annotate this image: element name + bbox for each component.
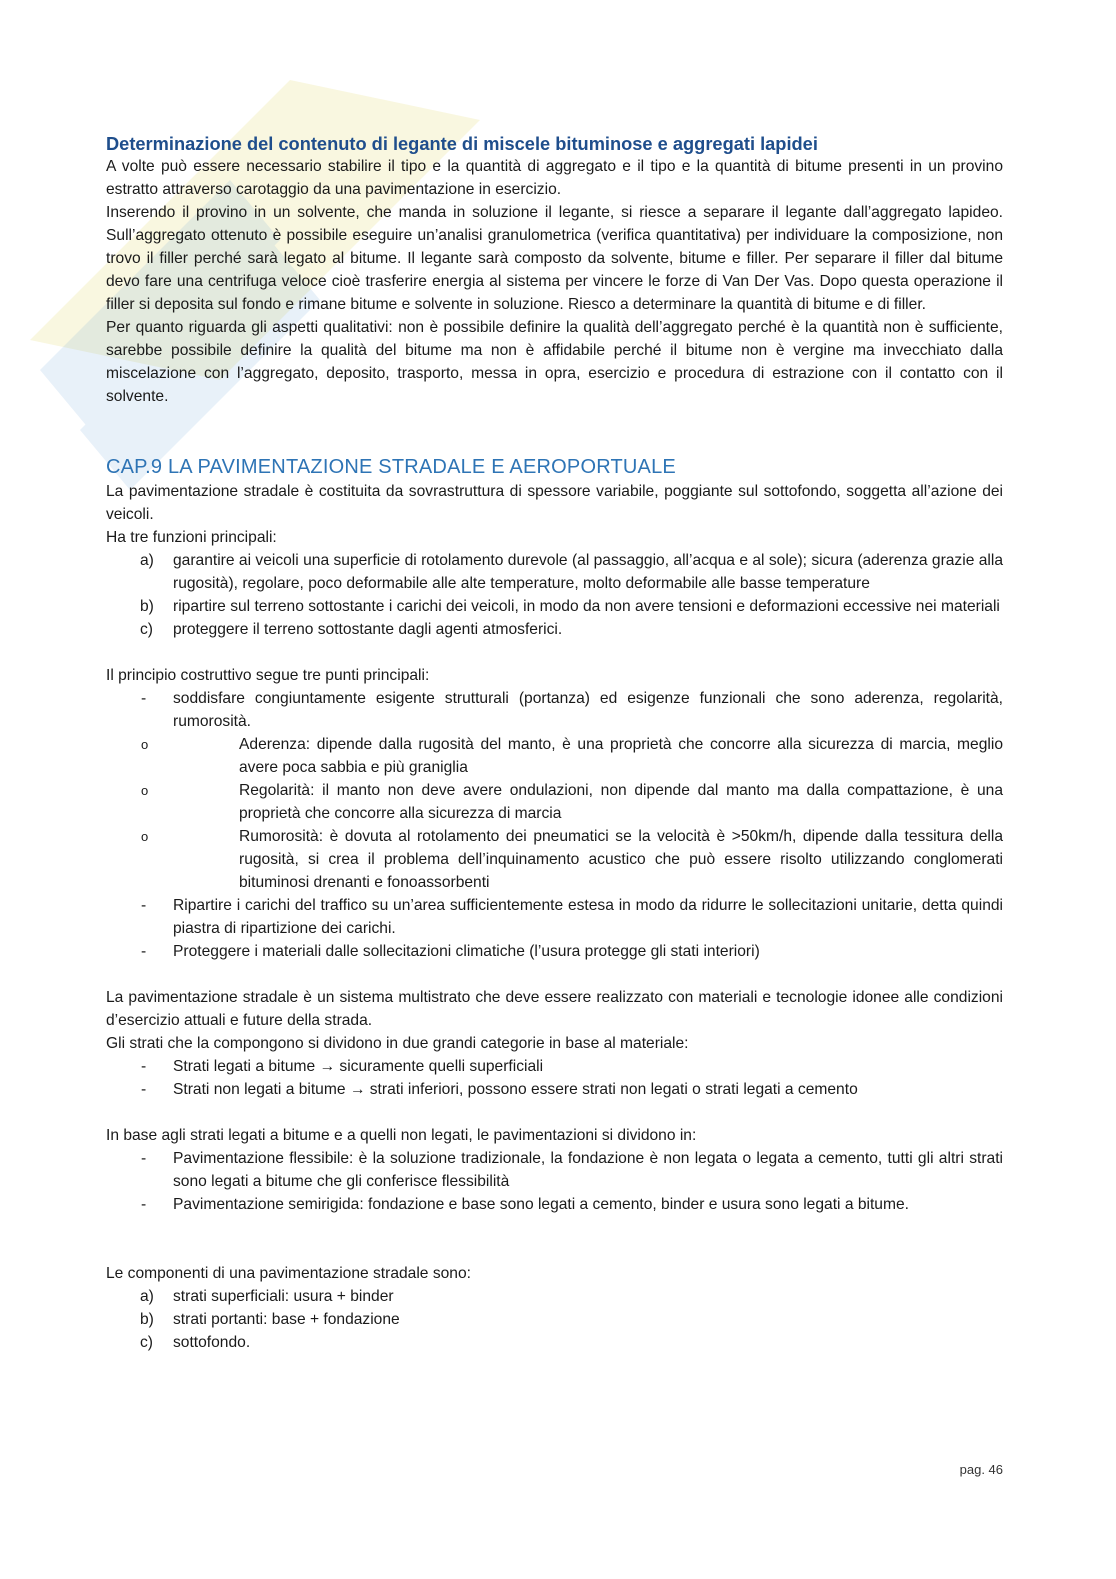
dash-bullet: -: [141, 1081, 147, 1098]
paragraph: La pavimentazione stradale è un sistema multistrato che deve essere realizzato con materiali e tecnologie idonee alle condizioni d’esercizio attuali e future della strada.: [106, 989, 1003, 1029]
page-number: pag. 46: [959, 1462, 1003, 1477]
dash-bullet: -: [141, 1196, 147, 1213]
list-item: c) sottofondo.: [140, 1334, 251, 1351]
spacer: [106, 963, 1003, 986]
circle-bullet: o: [141, 783, 149, 798]
list-item: b) strati portanti: base + fondazione: [140, 1311, 400, 1328]
list-label: Le componenti di una pavimentazione stradale sono:: [106, 1265, 471, 1282]
list-item: - Proteggere i materiali dalle sollecitazioni climatiche (l’usura protegge gli stati interiori): [106, 940, 1003, 963]
list-item: - Pavimentazione semirigida: fondazione e base sono legati a cemento, binder e usura sono legati a bitume.: [106, 1193, 1003, 1216]
sublist-item: o Aderenza: dipende dalla rugosità del manto, è una proprietà che concorre alla sicurezza di marcia, meglio avere poca sabbia e più graniglia: [106, 733, 1003, 779]
spacer: [106, 1101, 1003, 1124]
section-heading: Determinazione del contenuto di legante di miscele bituminose e aggregati lapidei: [106, 133, 818, 154]
list-item: - Strati legati a bitume → sicuramente quelli superficiali: [106, 1055, 1003, 1078]
spacer: [106, 1216, 1003, 1262]
list-label: Gli strati che la compongono si dividono in due grandi categorie in base al materiale:: [106, 1035, 689, 1052]
list-item: - Pavimentazione flessibile: è la soluzione tradizionale, la fondazione è non legata o legata a cemento, tutti gli altri strati sono legati a bitume che gli conferisce flessibilità: [106, 1147, 1003, 1193]
paragraph: La pavimentazione stradale è costituita da sovrastruttura di spessore variabile, poggiante sul sottofondo, soggetta all’azione dei veicoli.: [106, 483, 1003, 523]
list-item: - soddisfare congiuntamente esigente strutturali (portanza) ed esigenze funzionali che sono aderenza, regolarità, rumorosità. o Aderenza: dipende dalla rugosità del manto, è una proprietà che concorre alla sicurezza di marcia, meglio avere poca sabbia e più graniglia o Regolarità: il manto non deve avere ondulazioni, non dipende dal manto ma dalla compattazione, è una proprietà che concorre alla sicurezza di marcia o Rumorosità: è dovuta al rotolamento dei pneumatici se la velocità è >50km/h, dipende dalla tessitura della rugosità, si crea il problema dell’inquinamento acustico che può essere risolto utilizzando conglomerati bituminosi drenanti e fonoassorbenti: [106, 687, 1003, 894]
list-item: - Ripartire i carichi del traffico su un’area sufficientemente estesa in modo da ridurre le sollecitazioni unitarie, detta quindi piastra di ripartizione dei carichi.: [106, 894, 1003, 940]
principles-sublist: [141, 733, 1003, 894]
list-item: c) proteggere il terreno sottostante dagli agenti atmosferici.: [140, 621, 563, 638]
dash-bullet: -: [141, 1058, 147, 1075]
sublist-item: o Rumorosità: è dovuta al rotolamento dei pneumatici se la velocità è >50km/h, dipende dalla tessitura della rugosità, si crea il problema dell’inquinamento acustico che può essere risolto utilizzando conglomerati bituminosi drenanti e fonoassorbenti: [106, 825, 1003, 894]
list-item: - Strati non legati a bitume → strati inferiori, possono essere strati non legati o strati legati a cemento: [106, 1078, 1003, 1101]
dash-bullet: -: [141, 897, 147, 914]
dash-bullet: -: [141, 690, 147, 707]
principles-list: [106, 687, 1003, 963]
chapter-title: CAP.9 LA PAVIMENTAZIONE STRADALE E AEROPORTUALE: [106, 456, 676, 478]
list-label: Il principio costruttivo segue tre punti principali:: [106, 667, 430, 684]
dash-bullet: -: [141, 943, 147, 960]
dash-bullet: -: [141, 1150, 147, 1167]
page-content: [106, 132, 1003, 1354]
types-list: [106, 1147, 1003, 1216]
list-label: Ha tre funzioni principali:: [106, 529, 277, 546]
circle-bullet: o: [141, 737, 149, 752]
list-item: b) ripartire sul terreno sottostante i carichi dei veicoli, in modo da non avere tensioni e deformazioni eccessive nei materiali: [140, 598, 1000, 615]
layers-list: [106, 1055, 1003, 1101]
components-list: [106, 1285, 1003, 1354]
list-label: In base agli strati legati a bitume e a quelli non legati, le pavimentazioni si dividono in:: [106, 1127, 697, 1144]
spacer: [106, 641, 1003, 664]
circle-bullet: o: [141, 829, 149, 844]
sublist-item: o Regolarità: il manto non deve avere ondulazioni, non dipende dal manto ma dalla compattazione, è una proprietà che concorre alla sicurezza di marcia: [106, 779, 1003, 825]
paragraph: A volte può essere necessario stabilire il tipo e la quantità di aggregato e il tipo e la quantità di bitume presenti in un provino estratto attraverso carotaggio da una pavimentazione in esercizio.: [106, 158, 1003, 198]
paragraph: Per quanto riguarda gli aspetti qualitativi: non è possibile definire la qualità dell’aggregato perché è la quantità non è sufficiente, sarebbe possibile definire la qualità del bitume ma non è affidabile perché il bitume non è vergine ma invecchiato dalla miscelazione con l’aggregato, deposito, trasporto, messa in opra, esercizio e procedura di estrazione con il contatto con il solvente.: [106, 319, 1003, 405]
functions-list: [106, 549, 1003, 641]
list-item: a) garantire ai veicoli una superficie di rotolamento durevole (al passaggio, all’acqua e al sole); sicura (aderenza grazie alla rugosità), regolare, poco deformabile alle alte temperature, molto deformabile alle basse temperature: [140, 552, 1003, 592]
paragraph: Inserendo il provino in un solvente, che manda in soluzione il legante, si riesce a separare il legante dall’aggregato lapideo. Sull’aggregato ottenuto è possibile eseguire un’analisi granulometrica (verifica quantitativa) per individuare la composizione, non trovo il filler perché sarà legato al bitume. Il legante sarà composto da solvente, bitume e filler. Per separare il filler dal bitume devo fare una centrifuga veloce cioè trasferire energia al sistema per vincere le forze di Van Der Vas. Dopo questa operazione il filler si deposita sul fondo e rimane bitume e solvente in soluzione. Riesco a determinare la quantità di bitume e di filler.: [106, 204, 1003, 313]
list-item: a) strati superficiali: usura + binder: [140, 1288, 394, 1305]
